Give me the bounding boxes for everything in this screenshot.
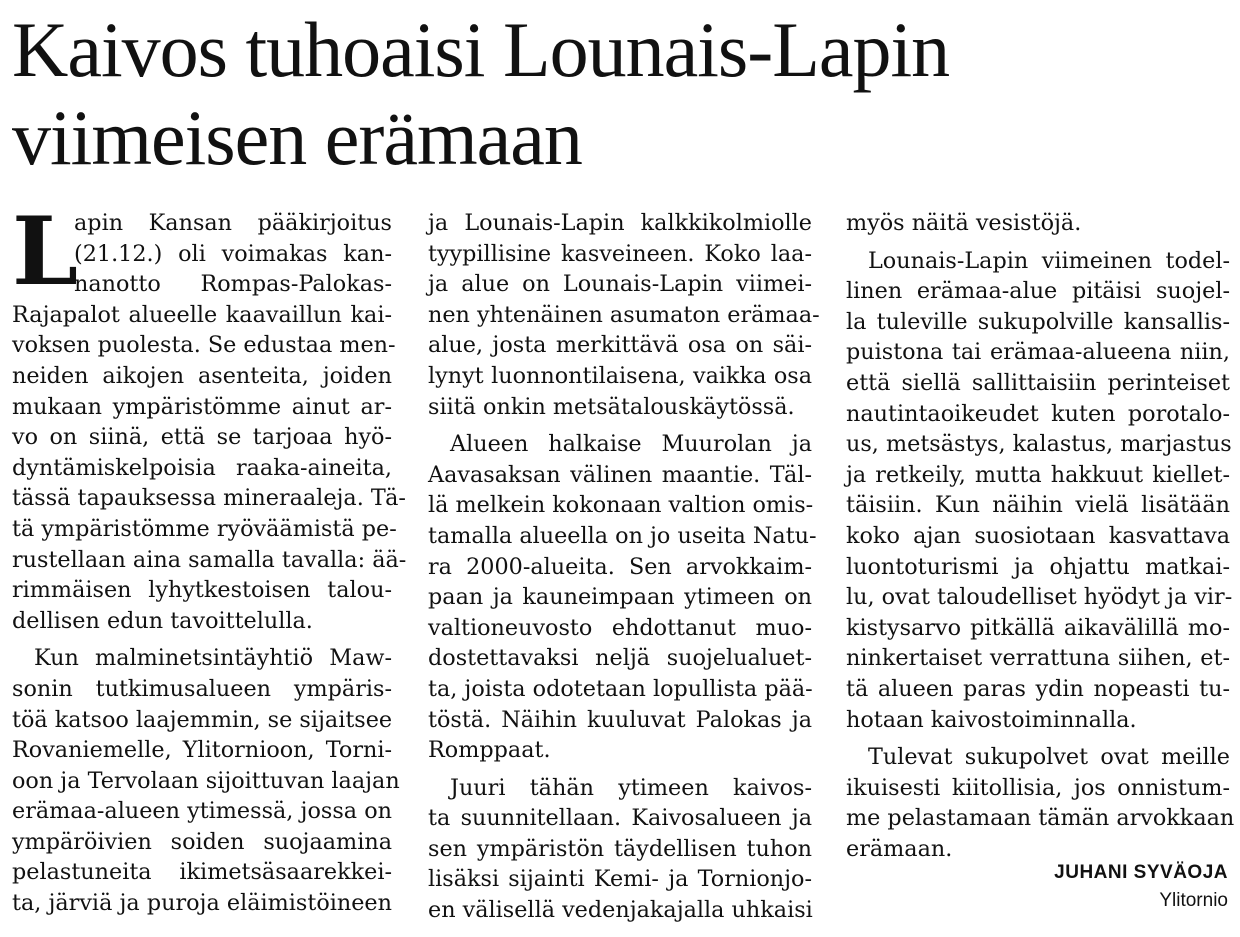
text-line: oon ja Tervolaan sijoittuvan laajan <box>12 767 400 794</box>
text-line: ta, järviä ja puroja eläimistöineen <box>12 890 392 917</box>
text-line: rustellaan aina samalla tavalla: ää- <box>12 546 407 573</box>
author-location: Ylitornio <box>1159 890 1228 911</box>
text-line: ninkertaiset verrattuna siihen, et- <box>846 645 1230 672</box>
text-line: ta suunnitellaan. Kaivosalueen ja <box>428 805 812 832</box>
byline <box>1054 862 1228 913</box>
text-line: Juuri tähän ytimeen kaivos- <box>450 774 812 801</box>
article-column-2 <box>428 208 820 926</box>
text-line: la tuleville sukupolville kansallis- <box>846 308 1230 335</box>
text-line: ympäröivien soiden suojaamina <box>12 828 392 855</box>
headline-line: Kaivos tuhoaisi Lounais-Lapin <box>12 6 950 93</box>
text-line: dellisen edun tavoittelulla. <box>12 607 313 634</box>
text-line: että siellä sallittaisiin perinteiset <box>846 369 1230 396</box>
headline-line: viimeisen erämaan <box>12 94 582 181</box>
text-line: luontoturismi ja ohjattu matkai- <box>846 553 1230 580</box>
text-line: tamalla alueella on jo useita Natu- <box>428 522 817 549</box>
text-line: dyntämiskelpoisia raaka-aineita, <box>12 454 392 481</box>
text-line: me pelastamaan tämän arvokkaan <box>846 805 1235 832</box>
text-line: linen erämaa-alue pitäisi suojel- <box>846 278 1230 305</box>
text-line: paan ja kauneimpaan ytimeen on <box>428 584 812 611</box>
text-line: vo on siinä, että se tarjoaa hyö- <box>12 424 392 451</box>
text-line: Alueen halkaise Muurolan ja <box>450 431 812 458</box>
text-line: ja alue on Lounais-Lapin viimei- <box>428 271 812 298</box>
text-line: pelastuneita ikimetsäsaarekkei- <box>12 859 392 886</box>
headline <box>12 6 949 182</box>
text-line: lynyt luonnontilaisena, vaikka osa <box>428 362 812 389</box>
text-line: dostettavaksi neljä suojelualuet- <box>428 645 812 672</box>
text-line: neiden aikojen asenteita, joiden <box>12 362 392 389</box>
text-line: erämaan. <box>846 835 953 862</box>
text-line: tä alueen paras ydin nopeasti tu- <box>846 675 1230 702</box>
text-line: mukaan ympäristömme ainut ar- <box>12 393 392 420</box>
text-line: töä katsoo laajemmin, se sijaitsee <box>12 706 393 733</box>
text-line: lä melkein kokonaan valtion omis- <box>428 492 814 519</box>
text-line: voksen puolesta. Se edustaa men- <box>12 332 396 359</box>
text-line: ja Lounais-Lapin kalkkikolmiolle <box>428 210 812 236</box>
text-line: alue, josta merkittävä osa on säi- <box>428 332 812 359</box>
text-line: apin Kansan pääkirjoitus <box>74 210 392 236</box>
text-line: hotaan kaivostoiminnalla. <box>846 706 1137 733</box>
text-line: ta, joista odotetaan lopullista pää- <box>428 675 813 702</box>
text-line: Tulevat sukupolvet ovat meille <box>868 744 1230 771</box>
author-name: JUHANI SYVÄOJA <box>1054 862 1228 883</box>
text-line: tä ympäristömme ryöväämistä pe- <box>12 515 397 542</box>
text-line: erämaa-alueen ytimessä, jossa on <box>12 798 392 825</box>
text-line: kistysarvo pitkällä aikavälillä mo- <box>846 614 1230 641</box>
text-line: tyypillisine kasveineen. Koko laa- <box>428 240 812 267</box>
text-line: myös näitä vesistöjä. <box>846 210 1082 236</box>
text-line: Aavasaksan välinen maantie. Täl- <box>428 461 812 488</box>
text-line: siitä onkin metsätalouskäytössä. <box>428 393 795 420</box>
text-line: lisäksi sijainti Kemi- ja Tornionjo- <box>428 866 812 893</box>
text-line: sen ympäristön täydellisen tuhon <box>428 835 812 862</box>
text-line: (21.12.) oli voimakas kan- <box>74 240 392 267</box>
text-line: rimmäisen lyhytkestoisen talou- <box>12 577 392 604</box>
text-line: en välisellä vedenjakajalla uhkaisi <box>428 897 813 924</box>
text-line: tässä tapauksessa mineraaleja. Tä- <box>12 485 406 512</box>
text-line: ra 2000-alueita. Sen arvokkaim- <box>428 553 812 580</box>
article-column-3 <box>846 208 1235 864</box>
text-line: nautintaoikeudet kuten porotalo- <box>846 400 1230 427</box>
text-line: ja retkeily, mutta hakkuut kiellet- <box>846 461 1230 488</box>
text-line: koko ajan suosiotaan kasvattava <box>846 522 1230 549</box>
text-line: Kun malminetsintäyhtiö Maw- <box>34 645 392 672</box>
text-line: Rajapalot alueelle kaavaillun kai- <box>12 301 392 328</box>
text-line: lu, ovat taloudelliset hyödyt ja vir- <box>846 584 1233 611</box>
drop-cap: L <box>12 197 79 307</box>
text-line: us, metsästys, kalastus, marjastus <box>846 431 1232 458</box>
text-line: nen yhtenäinen asumaton erämaa- <box>428 301 820 328</box>
text-line: Lounais-Lapin viimeinen todel- <box>868 247 1230 274</box>
text-line: puistona tai erämaa-alueena niin, <box>846 339 1230 366</box>
text-line: täisiin. Kun näihin vielä lisätään <box>846 492 1230 519</box>
article-column-1 <box>12 197 407 919</box>
text-line: Romppaat. <box>428 737 551 764</box>
text-line: nanotto Rompas-Palokas- <box>74 271 392 298</box>
text-line: ikuisesti kiitollisia, jos onnistum- <box>846 774 1230 801</box>
text-line: sonin tutkimusalueen ympäris- <box>12 675 392 702</box>
text-line: Rovaniemelle, Ylitornioon, Torni- <box>12 737 392 764</box>
text-line: töstä. Näihin kuuluvat Palokas ja <box>428 706 812 733</box>
text-line: valtioneuvosto ehdottanut muo- <box>428 614 812 641</box>
